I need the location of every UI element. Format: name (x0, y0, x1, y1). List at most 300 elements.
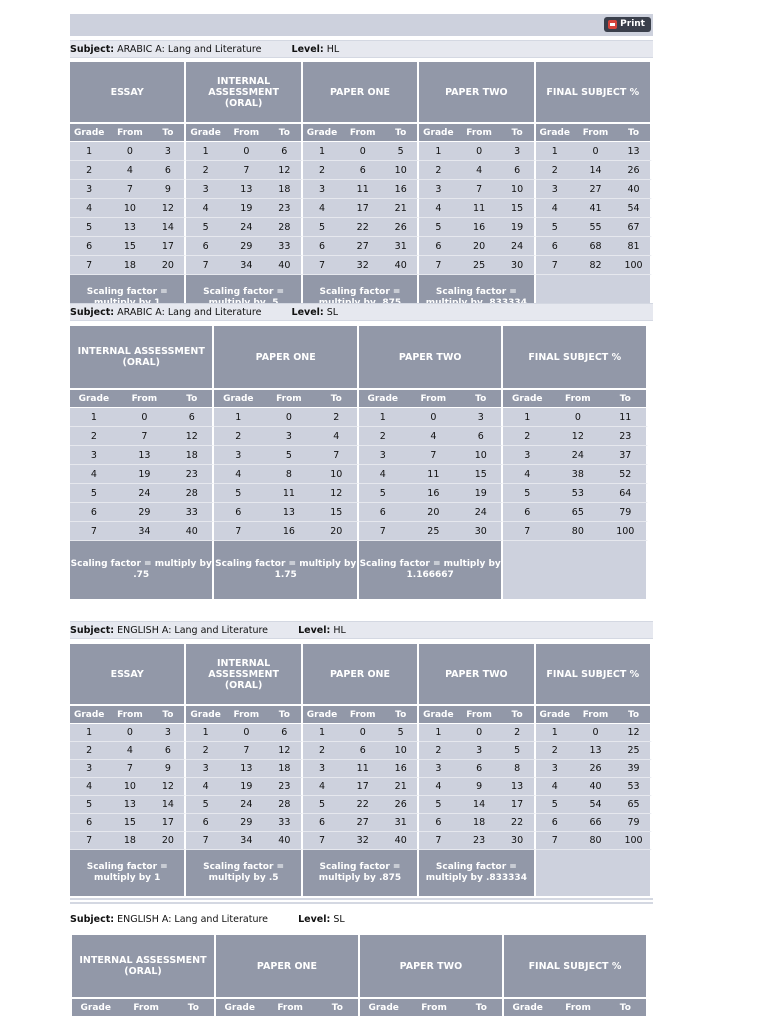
table-cell: 40 (384, 256, 419, 275)
table-cell: 1 (303, 724, 341, 742)
table-cell: 6 (70, 237, 108, 256)
table-cell: 6 (303, 237, 341, 256)
section-divider (70, 898, 653, 904)
table-cell: 13 (501, 778, 536, 796)
column-header-row (72, 999, 648, 1017)
table-cell: 26 (574, 760, 617, 778)
table-cell: 2 (359, 427, 407, 446)
table-cell: 7 (186, 832, 224, 850)
table-cell: 7 (225, 742, 268, 760)
column-header-grade: Grade (359, 390, 407, 408)
table-cell: 5 (503, 484, 551, 503)
scaling-factor: Scaling factor = multiply by 1.75 (214, 541, 358, 599)
table-cell: 6 (503, 503, 551, 522)
table-row (70, 760, 652, 778)
table-cell: 4 (70, 465, 118, 484)
table-cell: 100 (605, 522, 648, 541)
table-cell: 23 (171, 465, 214, 484)
table-cell: 3 (186, 180, 224, 199)
table-cell: 29 (118, 503, 171, 522)
column-header-from: From (262, 390, 315, 408)
subject-name: ENGLISH A: Lang and Literature (117, 625, 269, 636)
subject-label: Subject: (70, 914, 115, 925)
table-cell: 10 (384, 742, 419, 760)
table-row (70, 522, 648, 541)
subject-bar (70, 911, 653, 929)
table-cell: 6 (268, 142, 303, 161)
table-cell: 19 (501, 218, 536, 237)
table-cell: 17 (151, 814, 186, 832)
column-header-to: To (171, 390, 214, 408)
component-header: FINAL SUBJECT % (536, 644, 652, 706)
column-header-to: To (605, 999, 648, 1017)
table-cell: 2 (503, 427, 551, 446)
subject-label: Subject: (70, 307, 115, 318)
table-cell: 0 (225, 724, 268, 742)
table-cell: 3 (458, 742, 501, 760)
column-header-grade: Grade (70, 390, 118, 408)
table-cell: 12 (171, 427, 214, 446)
table-cell: 18 (268, 180, 303, 199)
table-cell: 38 (551, 465, 604, 484)
table-cell: 52 (605, 465, 648, 484)
column-header-to: To (151, 706, 186, 724)
table-cell: 6 (341, 742, 384, 760)
table-cell: 17 (151, 237, 186, 256)
scaling-factor: Scaling factor = multiply by .833334 (419, 850, 535, 896)
column-header-grade: Grade (536, 124, 574, 142)
table-cell: 5 (70, 218, 108, 237)
table-cell: 9 (151, 180, 186, 199)
table-cell: 3 (70, 446, 118, 465)
table-row (70, 218, 652, 237)
table-cell: 29 (225, 237, 268, 256)
table-cell: 21 (384, 199, 419, 218)
table-cell: 6 (341, 161, 384, 180)
table-cell: 4 (359, 465, 407, 484)
table-cell: 7 (186, 256, 224, 275)
table-cell: 22 (341, 218, 384, 237)
table-cell: 7 (536, 256, 574, 275)
table-cell: 3 (419, 760, 457, 778)
level-value: SL (333, 914, 345, 925)
table-row (70, 408, 648, 427)
table-cell: 9 (458, 778, 501, 796)
table-cell: 11 (262, 484, 315, 503)
subject-name: ENGLISH A: Lang and Literature (117, 914, 269, 925)
table-cell: 34 (225, 256, 268, 275)
column-header-from: From (118, 390, 171, 408)
component-header: ESSAY (70, 644, 186, 706)
table-cell: 0 (108, 142, 151, 161)
table-cell: 22 (341, 796, 384, 814)
table-cell: 4 (419, 778, 457, 796)
table-cell: 2 (501, 724, 536, 742)
table-cell: 7 (70, 256, 108, 275)
table-row (70, 832, 652, 850)
table-cell: 4 (536, 199, 574, 218)
table-cell: 0 (225, 142, 268, 161)
column-header-grade: Grade (303, 706, 341, 724)
table-cell: 40 (268, 832, 303, 850)
column-header-to: To (617, 706, 652, 724)
component-header: PAPER ONE (303, 644, 419, 706)
table-cell: 3 (262, 427, 315, 446)
column-header-to: To (605, 390, 648, 408)
table-cell: 2 (303, 742, 341, 760)
table-row (70, 180, 652, 199)
component-header: FINAL SUBJECT % (536, 62, 652, 124)
column-header-from: From (407, 999, 460, 1017)
table-cell: 13 (617, 142, 652, 161)
table-cell: 1 (70, 142, 108, 161)
table-cell: 18 (268, 760, 303, 778)
subject-name: ARABIC A: Lang and Literature (117, 307, 262, 318)
table-cell: 32 (341, 256, 384, 275)
table-cell: 19 (225, 778, 268, 796)
scaling-factor: Scaling factor = (419, 275, 535, 321)
table-cell: 4 (186, 778, 224, 796)
table-cell: 4 (503, 465, 551, 484)
table-cell: 0 (108, 724, 151, 742)
table-cell: 10 (108, 778, 151, 796)
subject-label: Subject: (70, 625, 115, 636)
table-cell: 3 (151, 142, 186, 161)
subject-bar (70, 621, 653, 639)
table-cell: 6 (501, 161, 536, 180)
table-cell: 67 (617, 218, 652, 237)
table-cell: 17 (501, 796, 536, 814)
table-cell: 2 (536, 742, 574, 760)
print-label: Print (620, 19, 645, 29)
table-cell: 6 (214, 503, 262, 522)
table-cell: 10 (384, 161, 419, 180)
column-header-from: From (407, 390, 460, 408)
column-header-from: From (574, 124, 617, 142)
scaling-factor: Scaling factor = multiply by 1.166667 (359, 541, 504, 599)
table-cell: 6 (186, 814, 224, 832)
scaling-row (70, 850, 652, 896)
table-cell: 6 (419, 237, 457, 256)
level-label: Level: (291, 44, 324, 55)
scaling-factor: Scaling factor = (70, 275, 186, 321)
column-header-from: From (458, 124, 501, 142)
table-cell: 6 (268, 724, 303, 742)
table-cell: 14 (458, 796, 501, 814)
table-cell: 5 (303, 218, 341, 237)
grade-boundaries-table (70, 644, 652, 896)
column-header-grade: Grade (504, 999, 552, 1017)
table-row (70, 446, 648, 465)
table-cell: 1 (359, 408, 407, 427)
table-cell: 24 (501, 237, 536, 256)
table-cell: 33 (268, 237, 303, 256)
subject-bar (70, 40, 653, 58)
component-header: INTERNAL ASSESSMENT (ORAL) (186, 62, 302, 124)
table-cell: 4 (108, 742, 151, 760)
table-row (70, 778, 652, 796)
table-cell: 0 (341, 724, 384, 742)
table-cell: 0 (341, 142, 384, 161)
component-header: PAPER ONE (216, 935, 360, 999)
table-cell: 2 (70, 742, 108, 760)
table-cell: 6 (419, 814, 457, 832)
column-header-grade: Grade (214, 390, 262, 408)
component-header: PAPER ONE (214, 326, 358, 390)
column-header-to: To (501, 124, 536, 142)
table-cell: 20 (407, 503, 460, 522)
table-cell: 18 (108, 832, 151, 850)
table-cell: 6 (70, 503, 118, 522)
scaling-factor: Scaling factor = (186, 275, 302, 321)
table-cell: 100 (617, 832, 652, 850)
table-cell: 3 (70, 760, 108, 778)
table-cell: 26 (384, 218, 419, 237)
column-header-to: To (384, 706, 419, 724)
table-cell: 40 (171, 522, 214, 541)
table-cell: 20 (458, 237, 501, 256)
table-cell: 28 (268, 218, 303, 237)
column-header-to: To (460, 390, 503, 408)
column-header-from: From (263, 999, 316, 1017)
table-cell: 65 (551, 503, 604, 522)
table-cell: 12 (268, 742, 303, 760)
scaling-factor: Scaling factor = multiply by .5 (186, 850, 302, 896)
column-header-from: From (225, 706, 268, 724)
table-cell: 2 (316, 408, 359, 427)
table-cell: 7 (70, 832, 108, 850)
table-cell: 5 (384, 142, 419, 161)
table-row (70, 199, 652, 218)
table-cell: 4 (419, 199, 457, 218)
table-cell: 31 (384, 237, 419, 256)
component-header: PAPER TWO (419, 644, 535, 706)
table-cell: 16 (407, 484, 460, 503)
table-cell: 31 (384, 814, 419, 832)
table-cell: 7 (316, 446, 359, 465)
table-cell: 0 (551, 408, 604, 427)
table-cell: 30 (460, 522, 503, 541)
section-header-row (70, 644, 652, 706)
table-cell: 4 (407, 427, 460, 446)
subject-bar (70, 303, 653, 321)
table-cell: 11 (605, 408, 648, 427)
column-header-to: To (384, 124, 419, 142)
table-cell: 5 (419, 218, 457, 237)
table-cell: 16 (384, 180, 419, 199)
table-cell: 23 (268, 778, 303, 796)
table-cell: 11 (341, 760, 384, 778)
table-cell: 27 (341, 814, 384, 832)
table-cell: 2 (303, 161, 341, 180)
table-cell: 22 (501, 814, 536, 832)
level-value: SL (326, 307, 339, 318)
table-row (70, 724, 652, 742)
table-cell: 15 (316, 503, 359, 522)
table-cell: 12 (268, 161, 303, 180)
table-cell: 23 (458, 832, 501, 850)
table-cell: 18 (108, 256, 151, 275)
table-cell: 6 (171, 408, 214, 427)
table-cell: 7 (225, 161, 268, 180)
table-cell: 53 (617, 778, 652, 796)
grade-boundaries-table (70, 326, 648, 599)
table-cell: 6 (186, 237, 224, 256)
scaling-factor: Scaling factor = multiply by .875 (303, 850, 419, 896)
table-cell: 3 (501, 142, 536, 161)
table-cell: 0 (118, 408, 171, 427)
table-cell: 12 (151, 199, 186, 218)
table-cell: 8 (262, 465, 315, 484)
table-cell: 24 (225, 796, 268, 814)
column-header-grade: Grade (72, 999, 120, 1017)
scaling-factor: Scaling factor = multiply by .75 (70, 541, 214, 599)
table-cell: 0 (407, 408, 460, 427)
column-header-grade: Grade (70, 706, 108, 724)
table-cell: 5 (214, 484, 262, 503)
section-header-row (70, 62, 652, 124)
column-header-grade: Grade (360, 999, 408, 1017)
table-cell: 0 (574, 142, 617, 161)
table-cell: 16 (384, 760, 419, 778)
table-cell: 19 (225, 199, 268, 218)
table-cell: 24 (118, 484, 171, 503)
column-header-grade: Grade (186, 124, 224, 142)
table-cell: 5 (536, 796, 574, 814)
table-cell: 26 (617, 161, 652, 180)
component-header: FINAL SUBJECT % (504, 935, 648, 999)
print-button[interactable] (604, 17, 651, 32)
table-cell: 5 (70, 796, 108, 814)
table-cell: 7 (303, 256, 341, 275)
table-cell: 7 (419, 256, 457, 275)
table-cell: 19 (118, 465, 171, 484)
table-cell: 3 (186, 760, 224, 778)
table-cell: 34 (225, 832, 268, 850)
table-cell: 3 (460, 408, 503, 427)
table-cell: 13 (118, 446, 171, 465)
table-cell: 0 (458, 724, 501, 742)
table-row (70, 796, 652, 814)
table-cell: 25 (407, 522, 460, 541)
table-cell: 18 (171, 446, 214, 465)
table-cell: 3 (70, 180, 108, 199)
table-cell: 1 (536, 142, 574, 161)
table-cell: 3 (536, 760, 574, 778)
table-cell: 2 (536, 161, 574, 180)
table-cell: 1 (186, 142, 224, 161)
column-header-to: To (173, 999, 216, 1017)
table-cell: 6 (303, 814, 341, 832)
table-cell: 7 (214, 522, 262, 541)
table-cell: 20 (316, 522, 359, 541)
column-header-to: To (268, 706, 303, 724)
column-header-from: From (551, 390, 604, 408)
table-cell: 8 (501, 760, 536, 778)
table-cell: 10 (108, 199, 151, 218)
table-cell: 81 (617, 237, 652, 256)
table-cell: 6 (536, 814, 574, 832)
column-header-row (70, 124, 652, 142)
table-cell: 6 (151, 161, 186, 180)
table-cell: 13 (262, 503, 315, 522)
column-header-grade: Grade (536, 706, 574, 724)
table-cell: 4 (458, 161, 501, 180)
table-cell: 4 (536, 778, 574, 796)
column-header-grade: Grade (503, 390, 551, 408)
column-header-row (70, 390, 648, 408)
table-cell: 7 (503, 522, 551, 541)
column-header-grade: Grade (303, 124, 341, 142)
table-cell: 2 (70, 427, 118, 446)
table-cell: 0 (262, 408, 315, 427)
table-row (70, 427, 648, 446)
table-cell: 33 (268, 814, 303, 832)
table-cell: 4 (108, 161, 151, 180)
table-cell: 10 (460, 446, 503, 465)
table-cell: 80 (574, 832, 617, 850)
table-cell: 4 (316, 427, 359, 446)
table-cell: 40 (574, 778, 617, 796)
component-header: PAPER TWO (419, 62, 535, 124)
section-header-row (70, 326, 648, 390)
table-cell: 21 (384, 778, 419, 796)
table-cell: 66 (574, 814, 617, 832)
table-cell: 30 (501, 256, 536, 275)
table-cell: 10 (501, 180, 536, 199)
column-header-to: To (617, 124, 652, 142)
table-cell: 7 (303, 832, 341, 850)
table-cell: 68 (574, 237, 617, 256)
table-cell: 6 (460, 427, 503, 446)
table-cell: 54 (574, 796, 617, 814)
scaling-factor: Scaling factor = (303, 275, 419, 321)
table-cell: 40 (384, 832, 419, 850)
table-row (70, 814, 652, 832)
table-cell: 5 (359, 484, 407, 503)
table-cell: 5 (262, 446, 315, 465)
table-cell: 11 (341, 180, 384, 199)
column-header-row (70, 706, 652, 724)
table-cell: 3 (303, 180, 341, 199)
column-header-to: To (461, 999, 504, 1017)
printer-icon (608, 20, 617, 29)
column-header-from: From (108, 706, 151, 724)
table-cell: 4 (214, 465, 262, 484)
scaling-row (70, 541, 648, 599)
table-cell: 27 (574, 180, 617, 199)
table-cell: 15 (108, 237, 151, 256)
table-cell: 24 (225, 218, 268, 237)
table-cell: 2 (186, 161, 224, 180)
table-cell: 7 (536, 832, 574, 850)
table-cell: 1 (303, 142, 341, 161)
table-cell: 7 (359, 522, 407, 541)
toolbar (70, 14, 653, 36)
table-cell: 55 (574, 218, 617, 237)
table-cell: 1 (419, 724, 457, 742)
table-cell: 20 (151, 832, 186, 850)
table-cell: 24 (551, 446, 604, 465)
column-header-from: From (551, 999, 604, 1017)
column-header-to: To (501, 706, 536, 724)
column-header-grade: Grade (216, 999, 264, 1017)
table-cell: 37 (605, 446, 648, 465)
table-cell: 20 (151, 256, 186, 275)
table-cell: 28 (268, 796, 303, 814)
table-cell: 23 (605, 427, 648, 446)
table-row (70, 742, 652, 760)
